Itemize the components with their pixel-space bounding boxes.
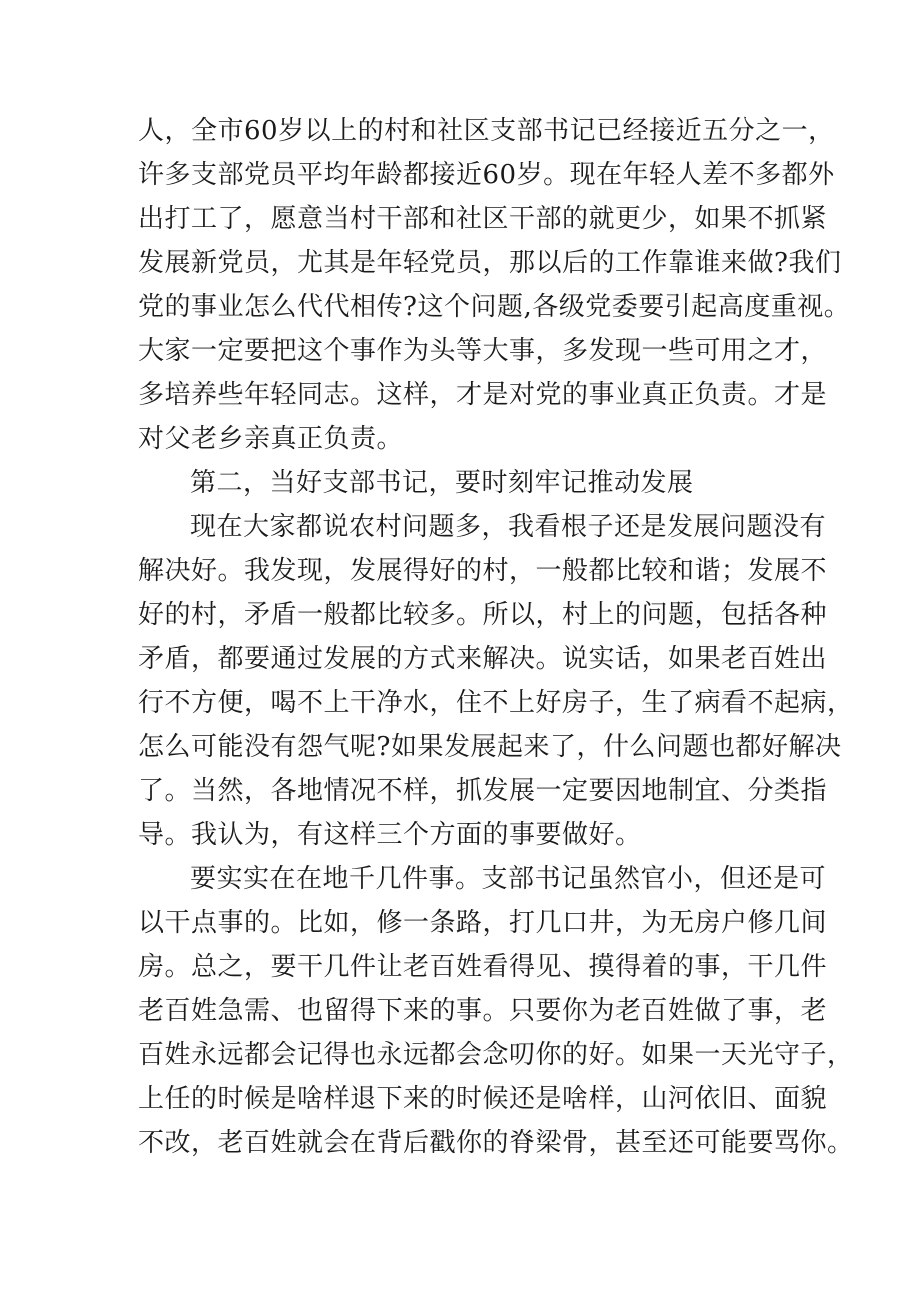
- text-line: 对父老乡亲真正负责。: [138, 424, 404, 454]
- text-line: 老百姓急需、也留得下来的事。只要你为老百姓做了事，老: [138, 996, 828, 1026]
- text-line: 上任的时候是啥样退下来的时候还是啥样，山河依旧、面貌: [138, 1084, 828, 1114]
- text-line: 现在大家都说农村问题多，我看根子还是发展问题没有: [190, 512, 827, 542]
- text-line: 不改，老百姓就会在背后戳你的脊梁骨，甚至还可能要骂你。: [138, 1128, 854, 1158]
- text-line: 许多支部党员平均年龄都接近60岁。现在年轻人差不多都外: [138, 160, 835, 190]
- text-line: 大家一定要把这个事作为头等大事，多发现一些可用之才，: [138, 336, 828, 366]
- text-line: 好的村，矛盾一般都比较多。所以，村上的问题，包括各种: [138, 600, 828, 630]
- text-line: 房。总之，要干几件让老百姓看得见、摸得着的事，干几件: [138, 952, 828, 982]
- text-line: 矛盾，都要通过发展的方式来解决。说实话，如果老百姓出: [138, 644, 828, 674]
- text-line: 导。我认为，有这样三个方面的事要做好。: [138, 820, 642, 850]
- text-line: 人，全市60岁以上的村和社区支部书记已经接近五分之一，: [138, 116, 835, 146]
- text-line: 行不方便，喝不上干净水，住不上好房子，生了病看不起病，: [138, 688, 854, 718]
- text-line: 发展新党员，尤其是年轻党员，那以后的工作靠谁来做?我们: [138, 248, 842, 278]
- text-line: 多培养些年轻同志。这样，才是对党的事业真正负责。才是: [138, 380, 828, 410]
- text-line: 出打工了，愿意当村干部和社区干部的就更少，如果不抓紧: [138, 204, 828, 234]
- section-heading: 第二，当好支部书记，要时刻牢记推动发展: [190, 468, 694, 498]
- text-line: 党的事业怎么代代相传?这个问题,各级党委要引起高度重视。: [138, 292, 851, 322]
- text-line: 要实实在在地千几件事。支部书记虽然官小，但还是可: [190, 864, 827, 894]
- text-line: 解决好。我发现，发展得好的村，一般都比较和谐；发展不: [138, 556, 828, 586]
- text-line: 怎么可能没有怨气呢?如果发展起来了，什么问题也都好解决: [138, 732, 842, 762]
- document-body: [138, 109, 854, 1165]
- text-line: 了。当然，各地情况不样，抓发展一定要因地制宜、分类指: [138, 776, 828, 806]
- text-line: 百姓永远都会记得也永远都会念叨你的好。如果一天光守子，: [138, 1040, 854, 1070]
- text-line: 以干点事的。比如，修一条路，打几口井，为无房户修几间: [138, 908, 828, 938]
